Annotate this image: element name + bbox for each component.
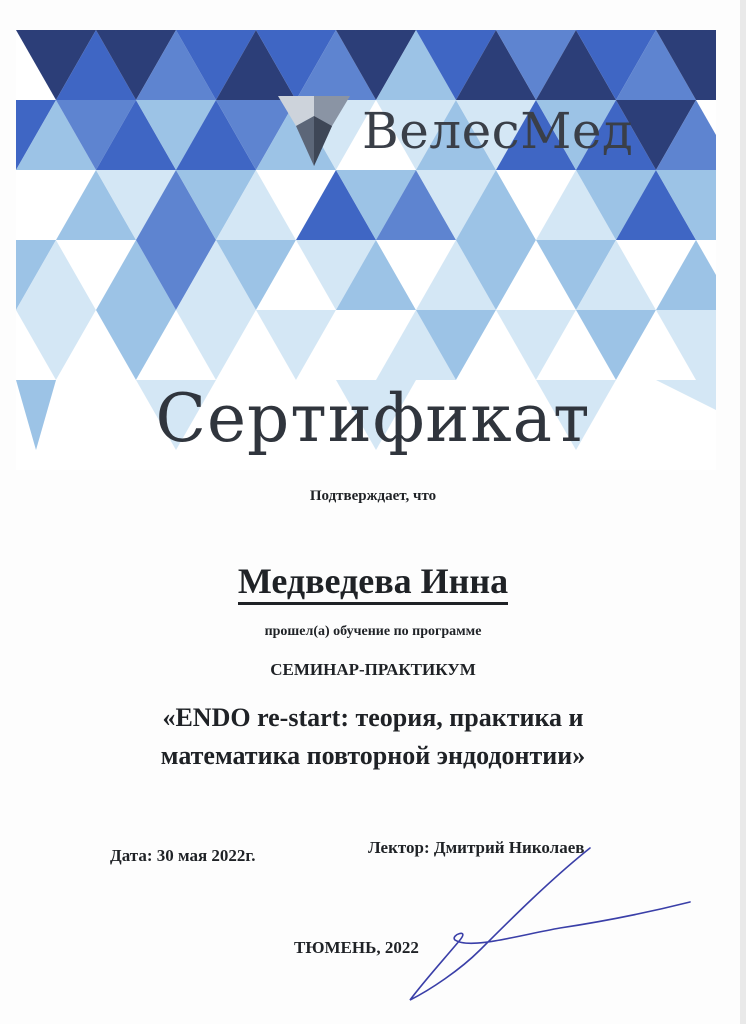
confirm-text: Подтверждает, что [309,488,437,504]
recipient-name [0,560,746,602]
handwritten-signature [400,840,700,1010]
brand-logo [278,96,633,166]
brand-mark-icon [278,96,350,166]
course-title-line-1: «ENDO re-start: теория, практика и [162,703,584,732]
course-title-line-2: математика повторной эндодонтии» [160,741,586,770]
completed-text: прошел(а) обучение по программе [264,624,482,639]
scan-edge [740,0,746,1024]
city-year: ТЮМЕНЬ, 2022 [294,938,419,957]
certificate-date: Дата: 30 мая 2022г. [110,846,256,865]
recipient-name-text: Медведева Инна [238,561,508,605]
lecturer-name: Лектор: Дмитрий Николаев [368,838,585,857]
brand-name: ВелесМед [362,102,634,160]
program-type: СЕМИНАР-ПРАКТИКУМ [270,660,476,679]
certificate-title: Сертификат [155,380,591,457]
